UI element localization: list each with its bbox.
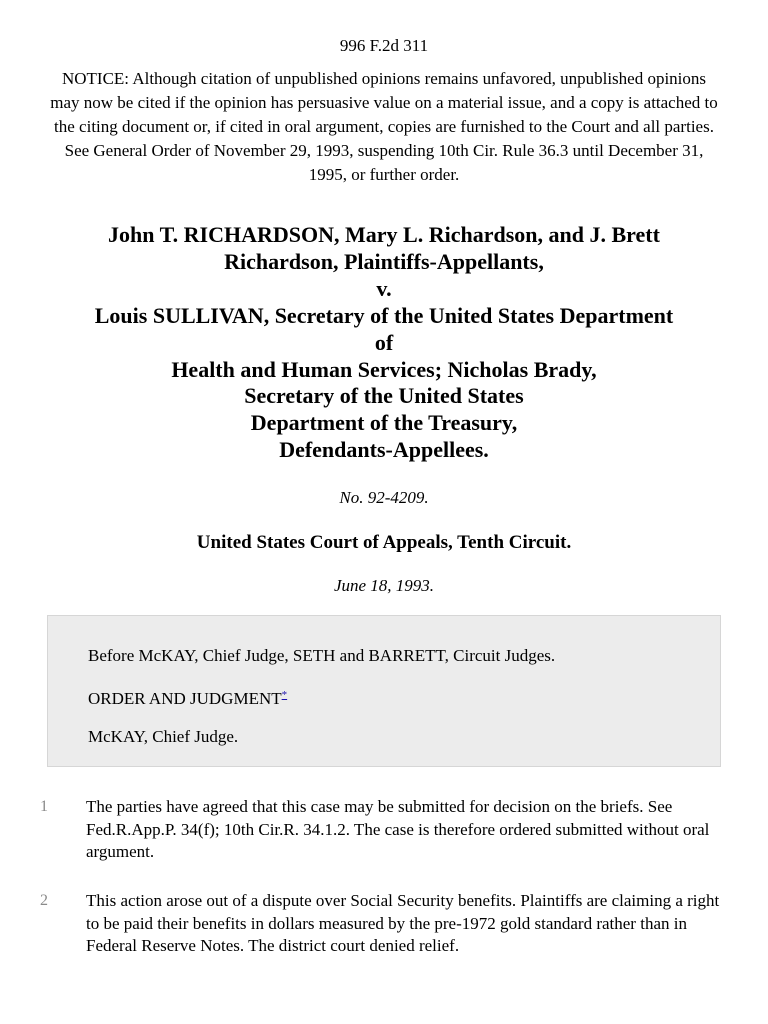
case-caption <box>40 222 728 464</box>
caption-line: Department of the Treasury, <box>250 410 518 436</box>
caption-line: v. <box>376 275 392 301</box>
paragraph-number: 2 <box>40 892 48 909</box>
footnote-link[interactable]: * <box>281 689 288 701</box>
order-title-text: ORDER AND JUDGMENT <box>88 689 282 708</box>
paragraph-text: The parties have agreed that this case may be submitted for decision on the briefs. See Fed.R.App.P. 34(f); 10th Cir.R. 34.1.2. The case is therefore ordered submitted without oral argument. <box>86 797 710 861</box>
reporter-citation: 996 F.2d 311 <box>339 36 429 55</box>
caption-line: Health and Human Services; Nicholas Brady, <box>171 356 597 382</box>
opinion-author: McKAY, Chief Judge. <box>88 727 239 746</box>
caption-line: Louis SULLIVAN, Secretary of the United States Department <box>94 302 674 328</box>
court-name: United States Court of Appeals, Tenth Circuit. <box>196 532 572 553</box>
docket-number: No. 92-4209. <box>339 488 429 507</box>
paragraph-number: 1 <box>40 798 48 815</box>
order-title <box>88 685 287 709</box>
caption-line: of <box>374 329 394 355</box>
paragraph-text: This action arose out of a dispute over Social Security benefits. Plaintiffs are claiming a right to be paid their benefits in dollars measured by the pre-1972 gold standard rather than in Federal Reserve Notes. The district court denied relief. <box>86 891 720 955</box>
panel-judges: Before McKAY, Chief Judge, SETH and BARRETT, Circuit Judges. <box>88 646 556 665</box>
caption-line: John T. RICHARDSON, Mary L. Richardson, and J. Brett <box>108 222 660 247</box>
panel-box <box>47 615 721 767</box>
caption-line: Defendants-Appellees. <box>279 437 489 463</box>
unpublished-notice: NOTICE: Although citation of unpublished opinions remains unfavored, unpublished opinions may now be cited if the opinion has persuasive value on a material issue, and a copy is attached to the citing document or, if cited in oral argument, copies are furnished to the Court and all parties. See General Order of November 29, 1993, suspending 10th Cir. Rule 36.3 until December 31, 1995, or further order. <box>50 69 718 184</box>
caption-line: Richardson, Plaintiffs-Appellants, <box>224 248 544 274</box>
caption-line: Secretary of the United States <box>244 383 524 409</box>
decision-date: June 18, 1993. <box>333 576 435 595</box>
